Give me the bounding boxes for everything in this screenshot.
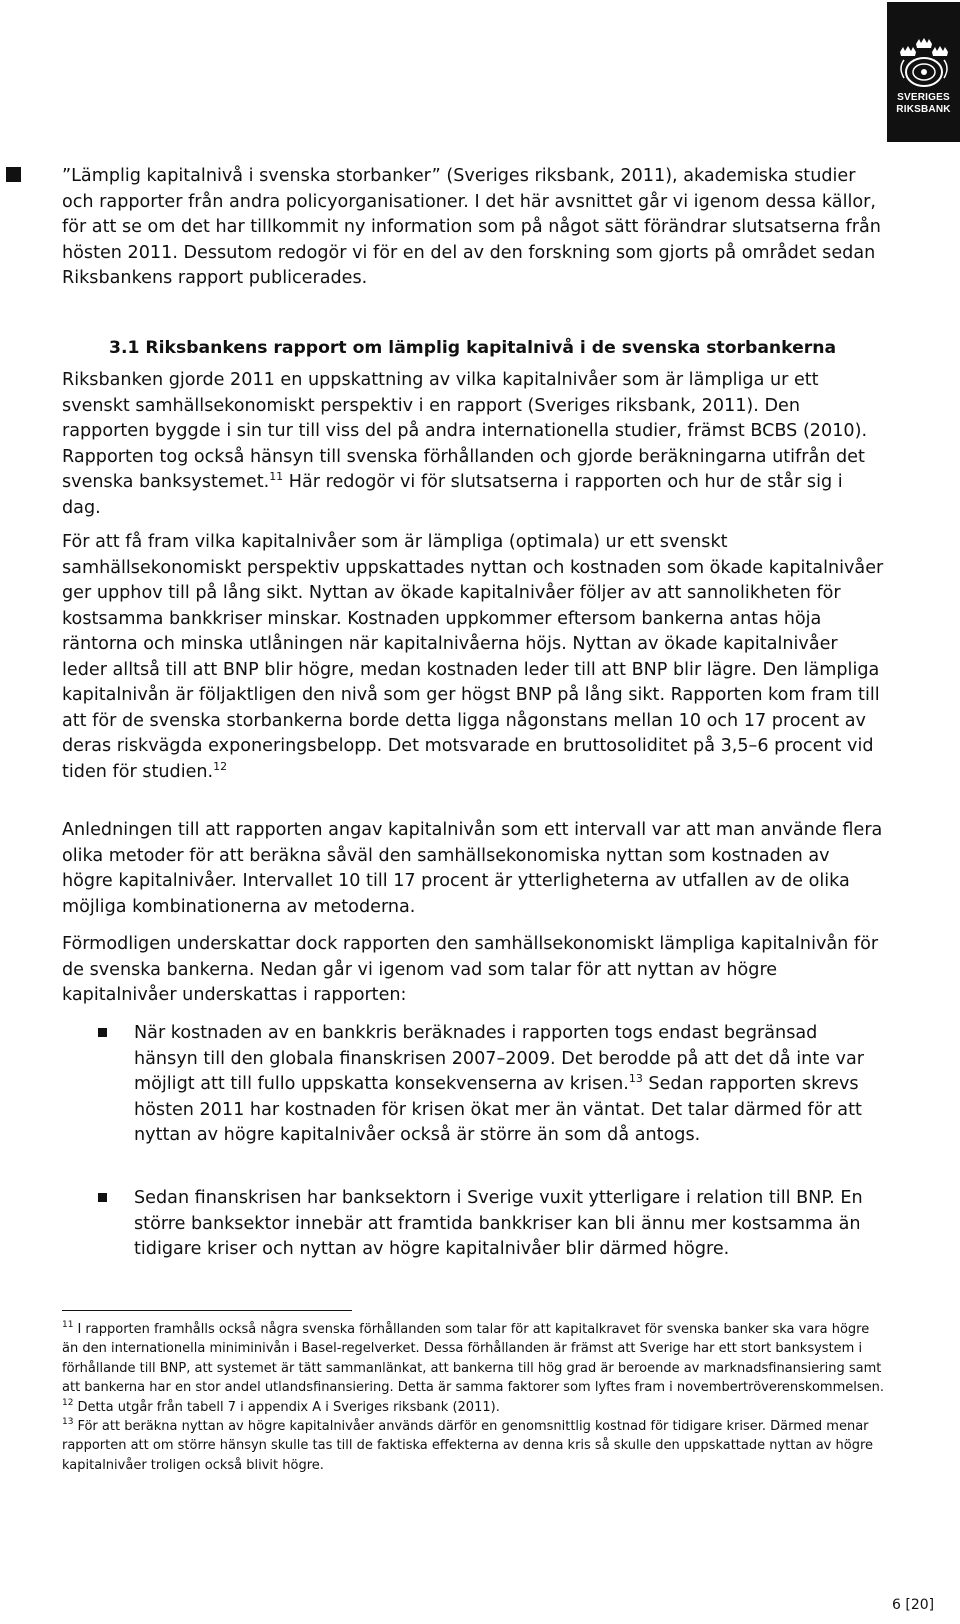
footnotes <box>62 1320 884 1475</box>
logo-line-2: RIKSBANK <box>896 104 951 115</box>
logo-line-1: SVERIGES <box>897 92 950 103</box>
footnote-number: 12 <box>62 1397 74 1408</box>
page-number: 6 [20] <box>892 1597 935 1613</box>
section-heading: 3.1 Riksbankens rapport om lämplig kapitalnivå i de svenska storbankerna <box>109 338 837 358</box>
intro-paragraph: ”Lämplig kapitalnivå i svenska storbanker” (Sveriges riksbank, 2011), akademiska studier och rapporter från andra policyorganisationer. I det här avsnittet går vi igenom dessa källor, för att se om det har tillkommit ny information som på något sätt förändrar slutsatserna från hösten 2011. Dessutom redogör vi för en del av den forskning som gjorts på området sedan Riksbankens rapport publicerades. <box>62 166 881 288</box>
footnote-11 <box>62 1320 884 1398</box>
footnote-ref-13[interactable]: 13 <box>628 1072 643 1085</box>
paragraph-1-text: Riksbanken gjorde 2011 en uppskattning av vilka kapitalnivåer som är lämpliga ur ett svenskt samhällsekonomiskt perspektiv i en rapport (Sveriges riksbank, 2011). Den rapporten byggde i sin tur till viss del på andra internationella studier, främst BCBS (2010). Rapporten tog också hänsyn till svenska förhållanden och gjorde beräkningarna utifrån det svenska banksystemet. <box>62 370 868 492</box>
margin-marker <box>6 167 21 182</box>
footnote-number: 11 <box>62 1320 74 1330</box>
bullet-1-text: När kostnaden av en bankkris beräknades i rapporten togs endast begränsad hänsyn till den globala finanskrisen 2007–2009. Det berodde på att det då inte var möjligt att till fullo uppskatta konsekvenserna av krisen. <box>134 1023 864 1094</box>
footnote-13 <box>62 1417 884 1475</box>
paragraph-4: Förmodligen underskattar dock rapporten den samhällsekonomiskt lämpliga kapitalnivån för de svenska bankerna. Nedan går vi igenom vad som talar för att nyttan av högre kapitalnivåer underskattas i rapporten: <box>62 934 879 1005</box>
footnote-13-text: För att beräkna nyttan av högre kapitalnivåer används därför en genomsnittlig kostnad för tidigare kriser. Därmed menar rapporten att om större hänsyn skulle tas till de faktiska effekterna av denna kris så skulle den uppskattade nyttan av högre kapitalnivåer troligen också blivit högre. <box>62 1419 874 1473</box>
bullet-square-icon <box>98 1193 107 1202</box>
logo-text <box>887 92 960 116</box>
bullet-square-icon <box>98 1028 107 1037</box>
bullet-2-text: Sedan finanskrisen har banksektorn i Sverige vuxit ytterligare i relation till BNP. En större banksektor innebär att framtida bankkriser kan bli ännu mer kostsamma än tidigare kriser och nyttan av högre kapitalnivåer blir därmed högre. <box>134 1188 863 1259</box>
paragraph-1-text-end: Här redogör vi för slutsatserna i rapporten och hur de står sig i dag. <box>62 472 843 518</box>
riksbank-logo <box>887 2 960 142</box>
bullet-1-text-end: Sedan rapporten skrevs hösten 2011 har kostnaden för krisen ökat mer än väntat. Det talar därmed för att nyttan av högre kapitalnivåer också är större än som då antogs. <box>134 1074 862 1145</box>
footnote-divider <box>62 1310 352 1311</box>
footnote-ref-12[interactable]: 12 <box>213 759 228 773</box>
footnote-ref-11[interactable]: 11 <box>269 470 284 483</box>
footnote-12-text: Detta utgår från tabell 7 i appendix A i Sveriges riksbank (2011). <box>77 1399 500 1415</box>
paragraph-2 <box>62 530 884 785</box>
footnote-11-text: I rapporten framhålls också några svenska förhållanden som talar för att kapitalkravet för svenska banker ska vara högre än den internationella miniminivån i Basel-regelverket. Dessa förhållanden är främst att Sverige har ett stort banksystem i förhållande till BNP, att systemet är tätt sammanlänkat, att bankerna till hög grad är beroende av marknadsfinansiering samt att bankerna har en stor andel utlandsfinansiering. Detta är samma faktorer som lyftes fram i novembertröverenskommelsen. <box>62 1322 885 1396</box>
footnote-12 <box>62 1398 884 1417</box>
paragraph-3: Anledningen till att rapporten angav kapitalnivån som ett intervall var att man använde flera olika metoder för att beräkna såväl den samhällsekonomiska nyttan som kostnaden av högre kapitalnivåer. Intervallet 10 till 17 procent är ytterligheterna av utfallen av de olika möjliga kombinationerna av metoderna. <box>62 820 883 917</box>
footnote-number: 13 <box>62 1417 74 1428</box>
crowns-emblem-icon <box>896 38 952 90</box>
bullet-item-1 <box>134 1021 884 1149</box>
bullet-item-2 <box>134 1186 884 1263</box>
paragraph-1 <box>62 368 884 521</box>
paragraph-2-text: För att få fram vilka kapitalnivåer som är lämpliga (optimala) ur ett svenskt samhällsekonomiskt perspektiv uppskattades nyttan och kostnaden som ökade kapitalnivåer ger upphov till på lång sikt. Nyttan av ökade kapitalnivåer följer av att sannolikheten för kostsamma bankkriser minskar. Kostnaden uppkommer eftersom bankerna antas höja räntorna och minska utlåningen när kapitalnivåerna höjs. Nyttan av ökade kapitalnivåer leder alltså till att BNP blir högre, medan kostnaden leder till att BNP blir lägre. Den lämpliga kapitalnivån är följaktligen den nivå som ger högst BNP på lång sikt. Rapporten kom fram till att för de svenska storbankerna borde detta ligga någonstans mellan 10 och 17 procent av deras riskvägda exponeringsbelopp. Det motsvarade en bruttosoliditet på 3,5–6 procent vid tiden för studien. <box>62 532 884 782</box>
